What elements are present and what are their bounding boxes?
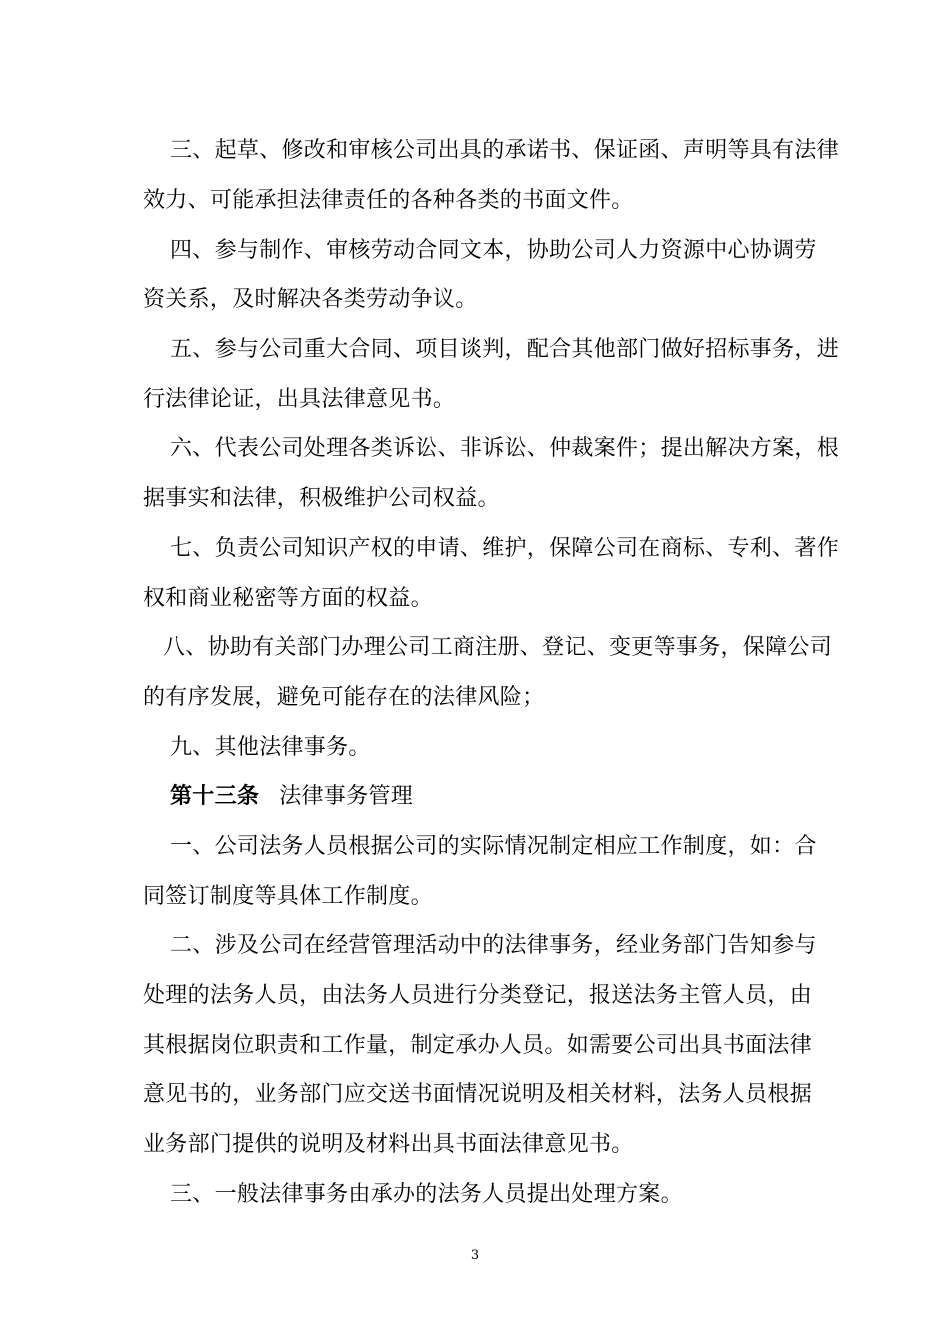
article-paragraph-2-line-1: 二、涉及公司在经营管理活动中的法律事务，经业务部门告知参与 <box>170 933 817 958</box>
paragraph-5-line-1: 五、参与公司重大合同、项目谈判，配合其他部门做好招标事务，进 <box>170 337 840 362</box>
article-paragraph-2-line-5: 业务部门提供的说明及材料出具书面法律意见书。 <box>143 1132 634 1157</box>
paragraph-7-line-2: 权和商业秘密等方面的权益。 <box>143 586 433 611</box>
paragraph-8-line-1: 八、协助有关部门办理公司工商注册、登记、变更等事务，保障公司 <box>163 635 833 660</box>
article-paragraph-2-line-3: 其根据岗位职责和工作量，制定承办人员。如需要公司出具书面法律 <box>143 1033 813 1058</box>
paragraph-8-line-2: 的有序发展，避免可能存在的法律风险； <box>143 685 545 710</box>
article-heading <box>170 782 413 812</box>
paragraph-6-line-1: 六、代表公司处理各类诉讼、非诉讼、仲裁案件；提出解决方案，根 <box>170 436 840 461</box>
article-paragraph-1-line-1: 一、公司法务人员根据公司的实际情况制定相应工作制度，如：合 <box>170 834 817 859</box>
article-title: 法律事务管理 <box>279 784 414 809</box>
paragraph-7-line-1: 七、负责公司知识产权的申请、维护，保障公司在商标、专利、著作 <box>170 536 840 561</box>
article-paragraph-2-line-4: 意见书的，业务部门应交送书面情况说明及相关材料，法务人员根据 <box>143 1082 813 1107</box>
paragraph-4-line-2: 资关系，及时解决各类劳动争议。 <box>143 287 478 312</box>
article-number: 第十三条 <box>170 784 260 809</box>
article-paragraph-2-line-2: 处理的法务人员，由法务人员进行分类登记，报送法务主管人员，由 <box>143 983 813 1008</box>
paragraph-3-line-2: 效力、可能承担法律责任的各种各类的书面文件。 <box>143 188 634 213</box>
article-paragraph-3-line-1: 三、一般法律事务由承办的法务人员提出处理方案。 <box>170 1182 683 1207</box>
article-paragraph-1-line-2: 同签订制度等具体工作制度。 <box>143 884 433 909</box>
page-number: 3 <box>470 1248 480 1263</box>
paragraph-9-line-1: 九、其他法律事务。 <box>170 735 371 760</box>
paragraph-3-line-1: 三、起草、修改和审核公司出具的承诺书、保证函、声明等具有法律 <box>170 138 840 163</box>
paragraph-6-line-2: 据事实和法律，积极维护公司权益。 <box>143 486 500 511</box>
paragraph-4-line-1: 四、参与制作、审核劳动合同文本，协助公司人力资源中心协调劳 <box>170 238 817 263</box>
paragraph-5-line-2: 行法律论证，出具法律意见书。 <box>143 387 456 412</box>
